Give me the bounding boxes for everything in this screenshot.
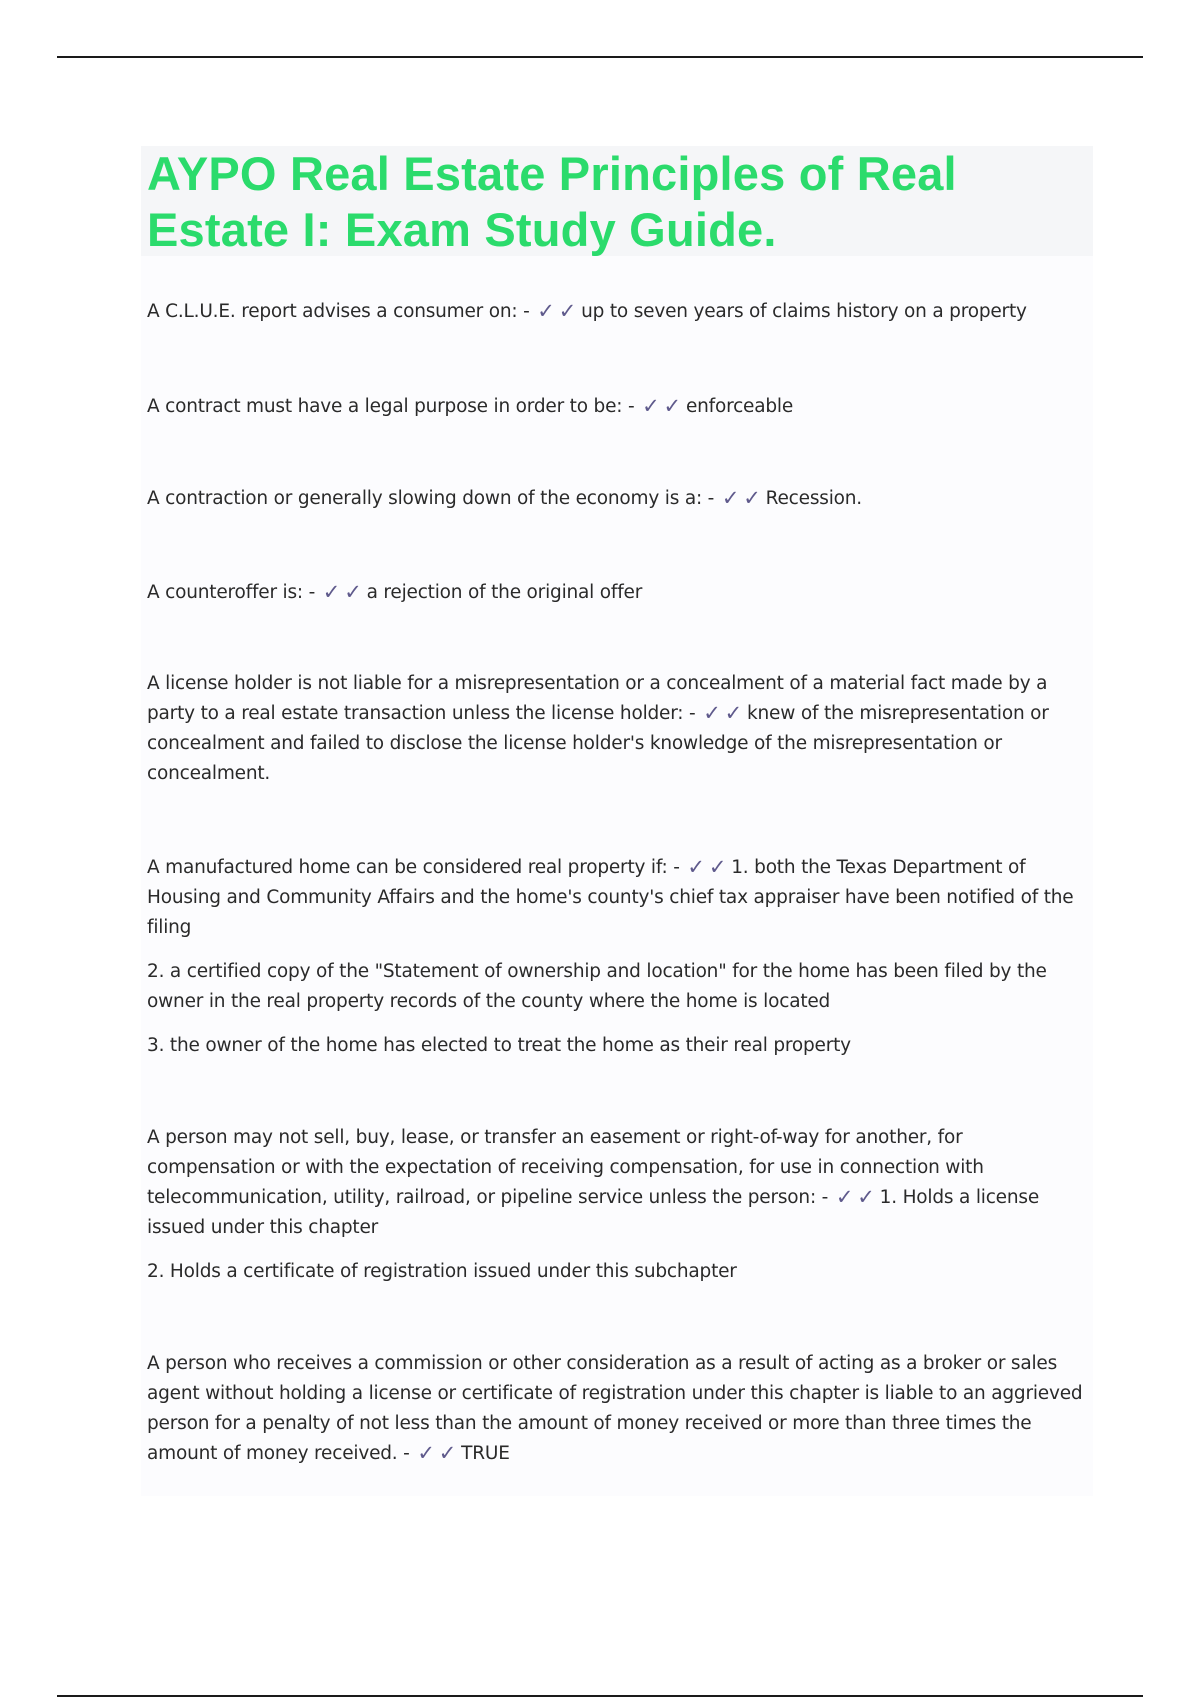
answer-text: TRUE xyxy=(461,1443,510,1464)
qa-list xyxy=(141,297,1093,1469)
qa-line xyxy=(147,392,1087,422)
question-text: A person who receives a commission or other consideration as a result of acting as a broker or sales agent without holding a license or certificate of registration under this chapter is liable to an aggrieved person for a penalty of not less than the amount of money received or more than three times the amount of money received. - xyxy=(147,1353,1083,1464)
check-icon: ✓ xyxy=(438,1441,457,1465)
qa-item xyxy=(147,1349,1087,1469)
qa-item xyxy=(147,853,1087,1061)
qa-line xyxy=(147,669,1087,789)
qa-item xyxy=(147,669,1087,789)
answer-text: Recession. xyxy=(765,488,862,509)
check-marks xyxy=(417,1439,460,1469)
check-icon: ✓ xyxy=(663,394,681,418)
check-icon: ✓ xyxy=(322,580,341,604)
check-marks xyxy=(703,699,746,729)
qa-item xyxy=(147,484,1087,514)
question-text: A manufactured home can be considered real property if: - xyxy=(147,857,680,878)
answer-continuation: 3. the owner of the home has elected to treat the home as their real property xyxy=(147,1035,851,1056)
check-icon: ✓ xyxy=(417,1441,435,1465)
check-icon: ✓ xyxy=(703,701,721,725)
qa-item xyxy=(147,1123,1087,1287)
question-text: A C.L.U.E. report advises a consumer on: - xyxy=(147,301,530,322)
check-icon: ✓ xyxy=(708,855,727,879)
check-icon: ✓ xyxy=(537,299,555,323)
check-marks xyxy=(836,1183,879,1213)
answer-text: knew of the misrepresentation or concealment and failed to disclose the license holder's knowledge of the misrepresentation or concealment. xyxy=(147,703,1049,784)
answer-continuation: 2. Holds a certificate of registration issued under this subchapter xyxy=(147,1261,737,1282)
question-text: A contract must have a legal purpose in order to be: - xyxy=(147,396,635,417)
check-icon: ✓ xyxy=(743,486,761,510)
qa-item xyxy=(147,297,1087,327)
check-icon: ✓ xyxy=(724,701,742,725)
check-icon: ✓ xyxy=(721,486,740,510)
check-icon: ✓ xyxy=(558,299,577,323)
check-icon: ✓ xyxy=(857,1185,875,1209)
answer-text: up to seven years of claims history on a property xyxy=(581,301,1027,322)
check-icon: ✓ xyxy=(687,855,705,879)
check-marks xyxy=(323,578,366,608)
answer-continuation: 2. a certified copy of the "Statement of ownership and location" for the home has been filed by the owner in the real property records of the county where the home is located xyxy=(147,961,1047,1012)
qa-item xyxy=(147,578,1087,608)
qa-line xyxy=(147,1123,1087,1243)
qa-line xyxy=(147,484,1087,514)
check-icon: ✓ xyxy=(642,394,660,418)
qa-line xyxy=(147,297,1087,327)
answer-text: enforceable xyxy=(685,396,794,417)
title-block xyxy=(141,146,1093,256)
answer-text: 1. both the Texas Department of Housing and Community Affairs and the home's county's chief tax appraiser have been notified of the filing xyxy=(147,857,1074,938)
check-marks xyxy=(642,392,685,422)
question-text: A person may not sell, buy, lease, or transfer an easement or right-of-way for another, for compensation or with the expectation of receiving compensation, for use in connection with telecommunication, utility, railroad, or pipeline service unless the person: - xyxy=(147,1127,984,1208)
check-marks xyxy=(722,484,765,514)
question-text: A contraction or generally slowing down of the economy is a: - xyxy=(147,488,715,509)
answer-text: 1. Holds a license issued under this chapter xyxy=(147,1187,1039,1238)
check-icon: ✓ xyxy=(835,1185,854,1209)
qa-line xyxy=(147,853,1087,943)
check-icon: ✓ xyxy=(344,580,362,604)
top-rule xyxy=(57,56,1143,58)
check-marks xyxy=(687,853,730,883)
question-text: A license holder is not liable for a misrepresentation or a concealment of a material fact made by a party to a real estate transaction unless the license holder: - xyxy=(147,673,1048,724)
check-marks xyxy=(537,297,580,327)
answer-text: a rejection of the original offer xyxy=(366,582,643,603)
qa-line xyxy=(147,1349,1087,1469)
document-title: AYPO Real Estate Principles of Real Estate I: Exam Study Guide. xyxy=(147,147,957,256)
qa-line xyxy=(147,578,1087,608)
document-page xyxy=(141,146,1093,1496)
qa-item xyxy=(147,392,1087,422)
bottom-rule xyxy=(57,1695,1143,1697)
question-text: A counteroffer is: - xyxy=(147,582,316,603)
